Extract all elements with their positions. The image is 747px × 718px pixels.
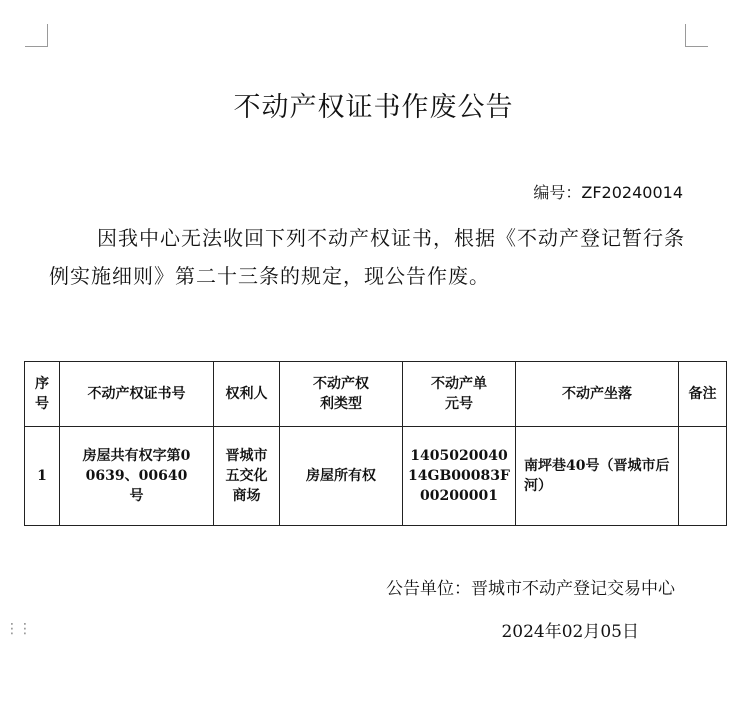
header-cert-no: 不动产权证书号 <box>60 362 214 427</box>
document-title: 不动产权证书作废公告 <box>233 92 514 123</box>
issue-date: 2024年02月05日 <box>501 622 639 642</box>
header-remarks: 备注 <box>679 362 727 427</box>
table-row <box>25 427 727 526</box>
table-header-row <box>25 362 727 427</box>
crop-mark-top-left-icon <box>25 24 48 47</box>
document-number: 编号：ZF20240014 <box>533 183 683 202</box>
cell-remarks <box>679 427 727 526</box>
header-seq: 序号 <box>25 362 60 427</box>
issuing-unit: 公告单位：晋城市不动产登记交易中心 <box>386 579 675 599</box>
cell-right-type: 房屋所有权 <box>280 427 403 526</box>
cell-owner: 晋城市五交化商场 <box>214 427 280 526</box>
cell-location: 南坪巷40号（晋城市后河） <box>516 427 679 526</box>
header-right-type: 不动产权利类型 <box>280 362 403 427</box>
certificate-table <box>24 361 727 526</box>
cell-unit-no: 140502004014GB00083F00200001 <box>403 427 516 526</box>
announcement-body: 因我中心无法收回下列不动产权证书，根据《不动产登记暂行条例实施细则》第二十三条的规定，现公告作废。 <box>49 226 685 288</box>
crop-mark-top-right-icon <box>685 24 708 47</box>
header-owner: 权利人 <box>214 362 280 427</box>
drag-handle-icon[interactable]: ⋮⋮ <box>5 621 31 637</box>
cell-seq: 1 <box>25 427 60 526</box>
header-location: 不动产坐落 <box>516 362 679 427</box>
header-unit-no: 不动产单元号 <box>403 362 516 427</box>
cell-cert-no: 房屋共有权字第00639、00640号 <box>60 427 214 526</box>
